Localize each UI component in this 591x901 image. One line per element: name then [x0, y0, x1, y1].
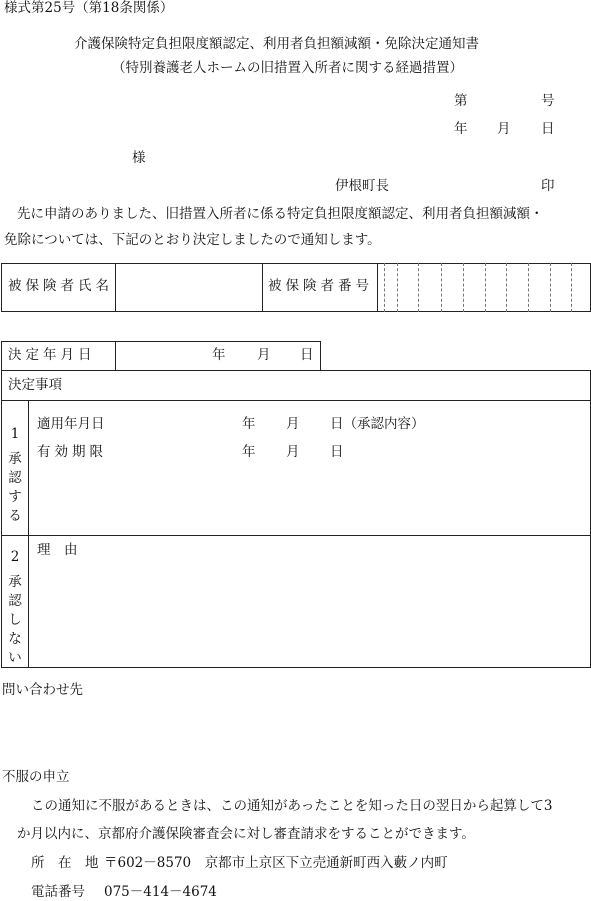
- deny-char: 認: [8, 593, 22, 609]
- reason-label: 理 由: [37, 542, 78, 558]
- deny-char: 承: [8, 574, 22, 590]
- appeal-phone-label: 電話番号: [31, 884, 85, 900]
- apply-date-year: 年: [242, 416, 256, 432]
- issuer-name: 伊根町長: [335, 178, 389, 194]
- date-year: 年: [454, 121, 468, 137]
- appeal-address-value: 〒602－8570 京都市上京区下立売通新町西入藪ノ内町: [104, 855, 448, 871]
- decision-date-month: 月: [257, 347, 271, 363]
- addressee-suffix: 様: [132, 150, 146, 166]
- valid-period-month: 月: [286, 444, 300, 460]
- valid-period-year: 年: [242, 444, 256, 460]
- valid-period-label: 有効期限: [37, 444, 107, 460]
- apply-date-label: 適用年月日: [37, 416, 105, 432]
- approve-char: す: [8, 489, 22, 505]
- deny-char: し: [8, 612, 22, 628]
- intro-line-2: 免除については、下記のとおり決定しましたので通知します。: [4, 232, 381, 248]
- number-dai: 第: [454, 93, 468, 109]
- date-day: 日: [541, 121, 555, 137]
- decision-items-table: [1, 370, 591, 668]
- decision-date-label: 決定年月日: [8, 347, 96, 363]
- deny-number: 2: [10, 549, 20, 565]
- deny-section-label: [2, 548, 28, 668]
- number-go: 号: [541, 93, 555, 109]
- document-subtitle: （特別養護老人ホームの旧措置入所者に関する経過措置）: [112, 60, 463, 76]
- appeal-text-line-2: か月以内に、京都府介護保険審査会に対し審査請求をすることができます。: [17, 826, 475, 842]
- appeal-phone-value: 075－414－4674: [104, 884, 217, 900]
- appeal-text-line-1: この通知に不服があるときは、この通知があったことを知った日の翌日から起算して3: [31, 798, 553, 814]
- contact-label: 問い合わせ先: [2, 682, 83, 698]
- decision-items-header: 決定事項: [8, 377, 62, 393]
- appeal-address-label: 所 在 地: [31, 855, 99, 871]
- approve-char: 認: [8, 470, 22, 486]
- intro-line-1: 先に申請のありました、旧措置入所者に係る特定負担限度額認定、利用者負担額減額・: [17, 206, 544, 222]
- insured-name-label: 被保険者氏名: [8, 278, 113, 294]
- decision-date-year: 年: [212, 347, 226, 363]
- approve-char: る: [8, 508, 22, 524]
- approve-number: 1: [10, 426, 20, 442]
- form-number: 様式第25号（第18条関係）: [4, 0, 174, 16]
- valid-period-day: 日: [330, 444, 344, 460]
- apply-date-day-note: 日（承認内容）: [330, 416, 425, 432]
- decision-date-day: 日: [300, 347, 314, 363]
- date-month: 月: [497, 121, 511, 137]
- deny-char: い: [8, 650, 22, 666]
- seal-mark: 印: [541, 178, 555, 194]
- approve-char: 承: [8, 451, 22, 467]
- insured-number-label: 被保険者番号: [268, 278, 373, 294]
- apply-date-month: 月: [286, 416, 300, 432]
- deny-char: な: [8, 631, 22, 647]
- approve-section-label: [2, 425, 28, 526]
- appeal-heading: 不服の申立: [2, 769, 70, 785]
- document-title: 介護保険特定負担限度額認定、利用者負担額減額・免除決定通知書: [74, 36, 479, 52]
